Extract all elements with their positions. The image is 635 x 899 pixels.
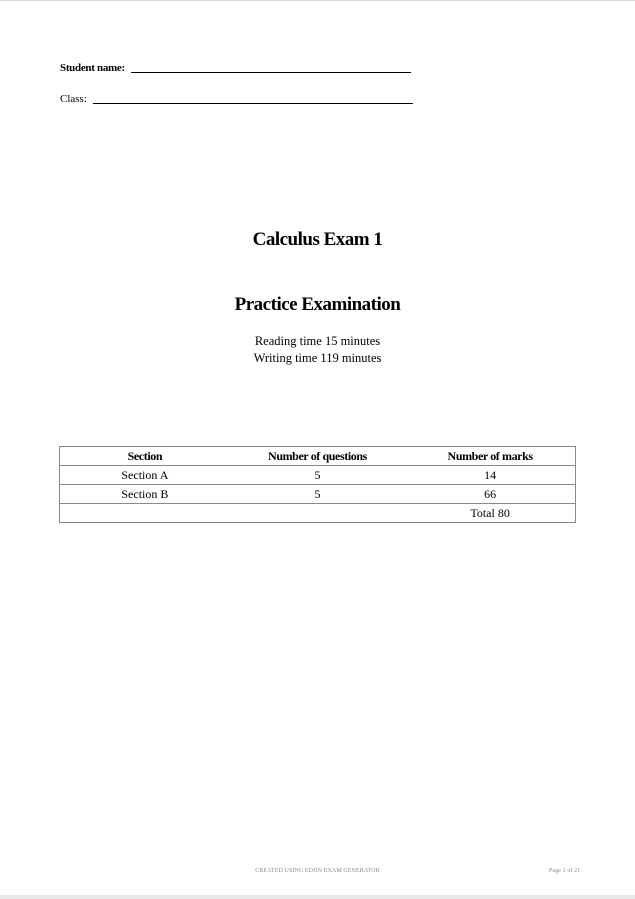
table-row xyxy=(60,485,576,504)
total-marks: Total 80 xyxy=(405,504,575,523)
page-number: Page 1 of 21 xyxy=(549,868,581,874)
marks-summary-table xyxy=(59,446,576,523)
writing-time: Writing time 119 minutes xyxy=(253,351,382,365)
header-number-of-marks: Number of marks xyxy=(405,447,575,466)
table-header-row xyxy=(60,447,576,466)
exam-title: Calculus Exam 1 xyxy=(252,229,383,250)
student-name-field xyxy=(60,62,411,74)
cell-section: Section A xyxy=(60,466,230,485)
header-section: Section xyxy=(60,447,230,466)
class-field xyxy=(60,93,413,105)
cell-questions: 5 xyxy=(230,485,405,504)
header-number-of-questions: Number of questions xyxy=(230,447,405,466)
cell-empty xyxy=(60,504,230,523)
footer-credit: CREATED USING EDJIN EXAM GENERATOR xyxy=(255,868,380,874)
table-row xyxy=(60,466,576,485)
class-label: Class: xyxy=(60,93,87,105)
exam-subtitle: Practice Examination xyxy=(234,294,401,315)
student-name-label: Student name: xyxy=(60,62,125,74)
cell-empty xyxy=(230,504,405,523)
cell-section: Section B xyxy=(60,485,230,504)
cell-marks: 66 xyxy=(405,485,575,504)
reading-time: Reading time 15 minutes xyxy=(254,334,381,348)
table-total-row xyxy=(60,504,576,523)
cell-marks: 14 xyxy=(405,466,575,485)
student-name-line xyxy=(131,71,411,73)
cell-questions: 5 xyxy=(230,466,405,485)
class-line xyxy=(93,102,413,104)
